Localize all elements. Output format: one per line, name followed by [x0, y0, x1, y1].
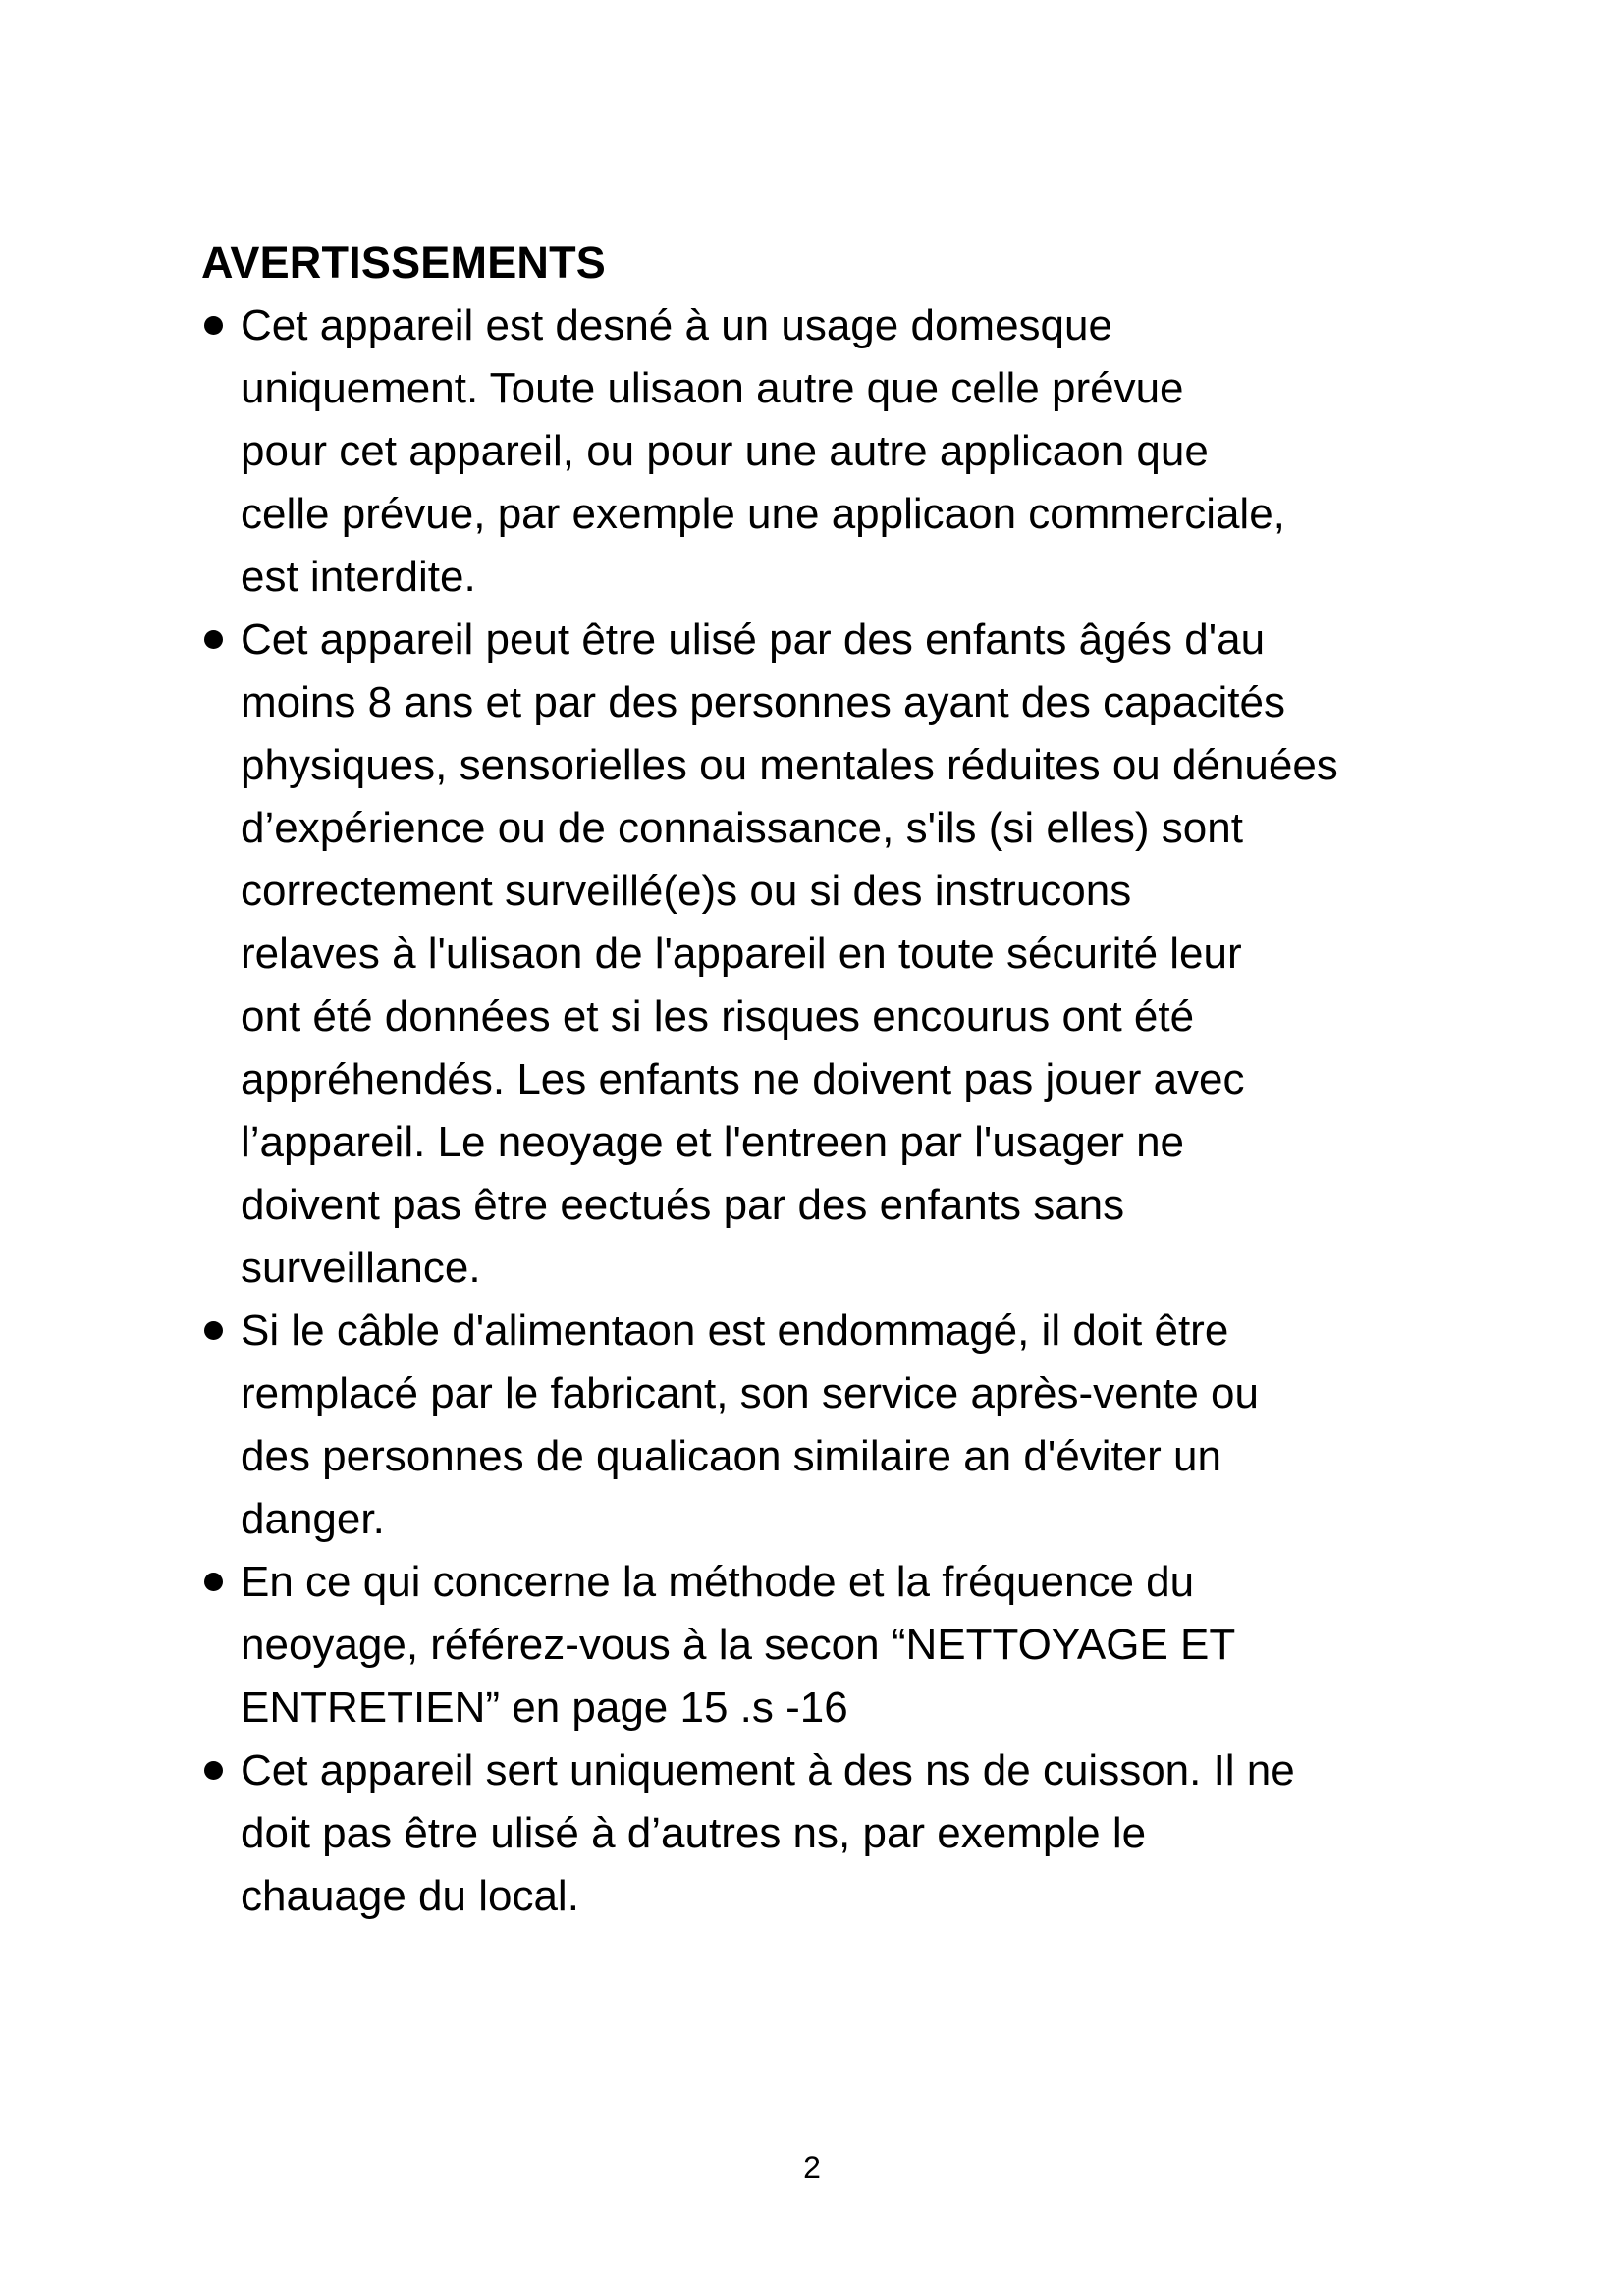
warning-item-4	[201, 1551, 1478, 1739]
warning-line: relaves à l'ulisaon de l'appareil en toute sécurité leur	[241, 930, 1242, 978]
warning-line: ENTRETIEN” en page 15 .s -16	[241, 1683, 848, 1732]
bullet-icon	[204, 630, 223, 649]
warning-line: neoyage, référez-vous à la secon “NETTOYAGE ET	[241, 1621, 1236, 1669]
warning-line: physiques, sensorielles ou mentales réduites ou dénuées	[241, 741, 1338, 789]
warning-line: Cet appareil peut être ulisé par des enfants âgés d'au	[241, 615, 1266, 664]
warning-line: Si le câble d'alimentaon est endommagé, il doit être	[241, 1307, 1229, 1355]
warning-line: appréhendés. Les enfants ne doivent pas jouer avec	[241, 1055, 1245, 1103]
warning-line: d’expérience ou de connaissance, s'ils (si elles) sont	[241, 804, 1243, 852]
warning-line: En ce qui concerne la méthode et la fréquence du	[241, 1558, 1195, 1606]
warning-line: surveillance.	[241, 1244, 481, 1292]
warning-line: doivent pas être eectués par des enfants sans	[241, 1181, 1125, 1229]
section-heading: AVERTISSEMENTS	[201, 238, 607, 288]
warning-item-3	[201, 1300, 1478, 1551]
warning-line: danger.	[241, 1495, 385, 1543]
warning-line: remplacé par le fabricant, son service après-vente ou	[241, 1369, 1259, 1417]
warning-line: correctement surveillé(e)s ou si des instrucons	[241, 867, 1132, 915]
page-number: 2	[803, 2150, 821, 2185]
warning-line: Cet appareil est desné à un usage domesque	[241, 301, 1112, 349]
warning-item-1	[201, 294, 1478, 609]
warning-line: doit pas être ulisé à d’autres ns, par exemple le	[241, 1809, 1147, 1857]
warning-line: ont été données et si les risques encourus ont été	[241, 992, 1195, 1041]
warning-line: chauage du local.	[241, 1872, 579, 1920]
warnings-list	[201, 294, 1478, 1928]
bullet-icon	[204, 1573, 223, 1591]
warning-line: pour cet appareil, ou pour une autre applicaon que	[241, 427, 1209, 475]
bullet-icon	[204, 316, 223, 335]
bullet-icon	[204, 1321, 223, 1340]
warning-line: des personnes de qualicaon similaire an d'éviter un	[241, 1432, 1222, 1480]
warning-line: l’appareil. Le neoyage et l'entreen par l'usager ne	[241, 1118, 1185, 1166]
bullet-icon	[204, 1761, 223, 1780]
warning-line: est interdite.	[241, 553, 476, 601]
warning-item-5	[201, 1739, 1478, 1928]
warning-line: Cet appareil sert uniquement à des ns de cuisson. Il ne	[241, 1746, 1295, 1794]
warning-line: uniquement. Toute ulisaon autre que celle prévue	[241, 364, 1184, 412]
warning-line: moins 8 ans et par des personnes ayant des capacités	[241, 678, 1285, 726]
warning-line: celle prévue, par exemple une applicaon commerciale,	[241, 490, 1285, 538]
warning-item-2	[201, 609, 1478, 1300]
